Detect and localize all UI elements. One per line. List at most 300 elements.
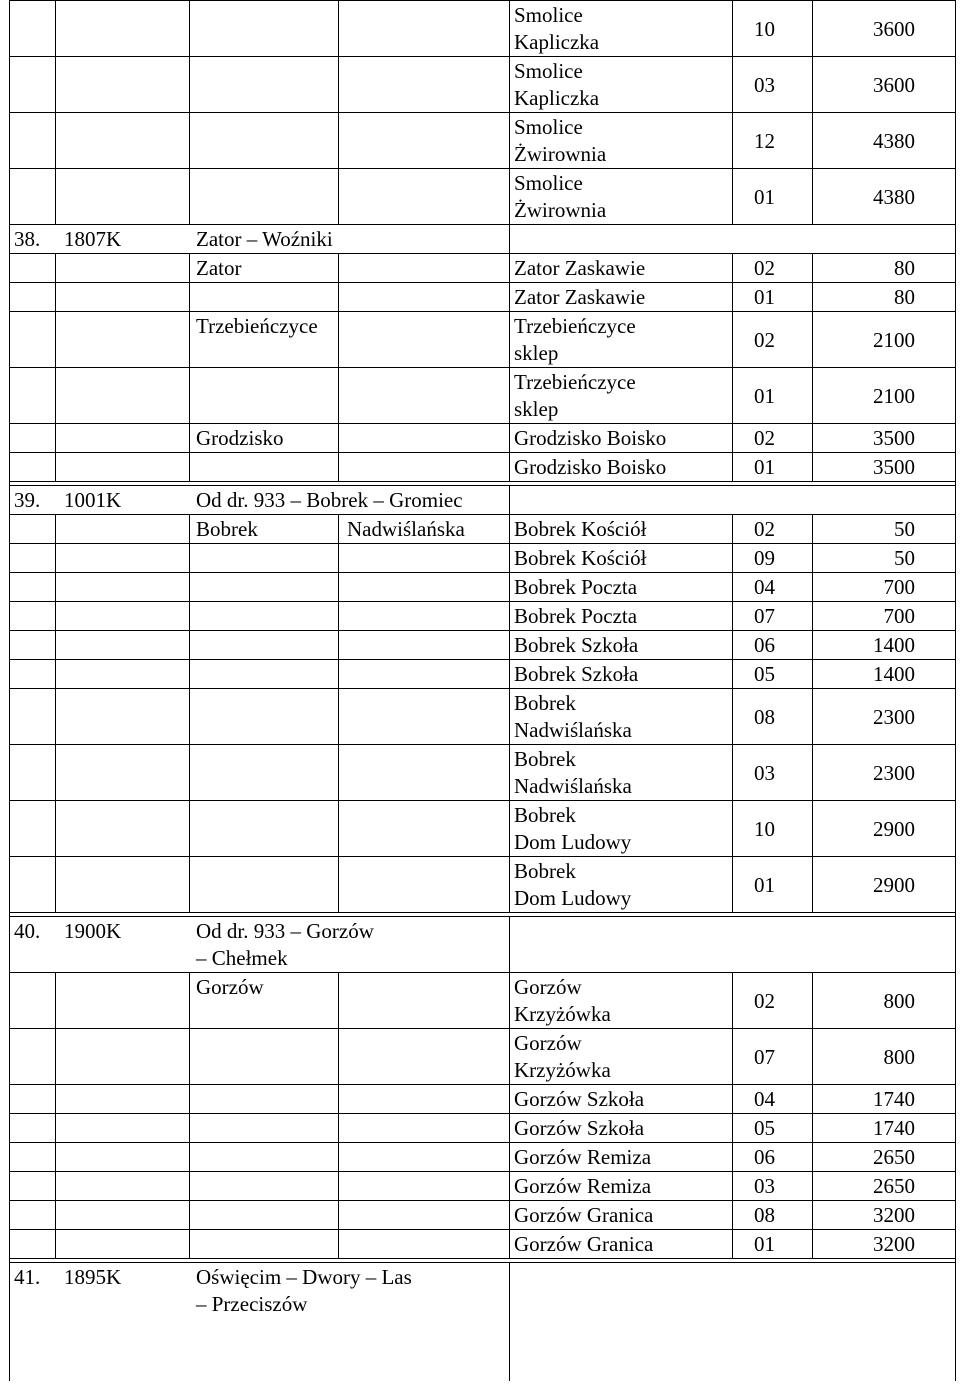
row-border bbox=[9, 423, 955, 424]
grid-line bbox=[955, 972, 956, 1028]
grid-line bbox=[55, 514, 56, 543]
stop-name: Bobrek Szkoła bbox=[514, 633, 639, 657]
grid-line bbox=[189, 1171, 190, 1200]
grid-line bbox=[509, 514, 510, 543]
row-border bbox=[9, 112, 955, 113]
grid-line bbox=[812, 56, 813, 112]
section-border bbox=[9, 916, 955, 917]
grid-line bbox=[955, 601, 956, 630]
grid-line bbox=[338, 56, 339, 112]
grid-line bbox=[9, 452, 10, 481]
stop-km: 1400 bbox=[873, 633, 915, 657]
grid-line bbox=[9, 1028, 10, 1084]
stop-name: Gorzów Szkoła bbox=[514, 1087, 645, 1111]
row-border bbox=[9, 856, 955, 857]
stop-side: 08 bbox=[754, 704, 775, 729]
row-border bbox=[9, 1142, 955, 1143]
grid-line bbox=[812, 856, 813, 912]
grid-line bbox=[189, 800, 190, 856]
grid-line bbox=[55, 112, 56, 168]
grid-line bbox=[189, 688, 190, 744]
stop-km: 3200 bbox=[873, 1232, 915, 1256]
grid-line bbox=[732, 744, 733, 800]
grid-line bbox=[812, 601, 813, 630]
grid-line bbox=[338, 543, 339, 572]
road-number: 1807K bbox=[64, 227, 122, 251]
grid-line bbox=[9, 601, 10, 630]
grid-line bbox=[189, 0, 190, 56]
stop-km: 2650 bbox=[873, 1174, 915, 1198]
stop-km: 2900 bbox=[873, 816, 915, 841]
grid-line bbox=[9, 572, 10, 601]
row-border bbox=[9, 168, 955, 169]
place-name: Zator bbox=[196, 256, 242, 280]
grid-line bbox=[732, 1028, 733, 1084]
stop-side: 02 bbox=[754, 256, 775, 280]
section-number: 40. bbox=[14, 919, 41, 943]
stop-name: Zator Zaskawie bbox=[514, 285, 646, 309]
grid-line bbox=[812, 1084, 813, 1113]
grid-line bbox=[338, 1028, 339, 1084]
grid-line bbox=[732, 1084, 733, 1113]
grid-line bbox=[189, 630, 190, 659]
grid-line bbox=[338, 856, 339, 912]
row-border bbox=[9, 481, 955, 482]
grid-line bbox=[812, 630, 813, 659]
grid-line bbox=[55, 659, 56, 688]
grid-line bbox=[55, 543, 56, 572]
row-border bbox=[9, 1171, 955, 1172]
stop-name: Gorzów Granica bbox=[514, 1203, 654, 1227]
stop-km: 700 bbox=[883, 575, 915, 599]
grid-line bbox=[955, 856, 956, 912]
grid-line bbox=[9, 1171, 10, 1200]
grid-line bbox=[338, 1171, 339, 1200]
row-border bbox=[9, 367, 955, 368]
grid-line bbox=[955, 1200, 956, 1229]
stop-name: Grodzisko Boisko bbox=[514, 426, 667, 450]
stop-side: 12 bbox=[754, 128, 775, 153]
grid-line bbox=[55, 972, 56, 1028]
grid-line bbox=[9, 311, 10, 367]
grid-line bbox=[732, 311, 733, 367]
grid-line bbox=[509, 423, 510, 452]
stop-name: sklep bbox=[514, 397, 559, 421]
stop-km: 3200 bbox=[873, 1203, 915, 1227]
grid-line bbox=[9, 688, 10, 744]
grid-line bbox=[732, 168, 733, 224]
grid-line bbox=[509, 253, 510, 282]
stop-name: Bobrek bbox=[514, 803, 576, 827]
grid-line bbox=[9, 485, 10, 514]
grid-line bbox=[509, 1142, 510, 1171]
grid-line bbox=[812, 972, 813, 1028]
grid-line bbox=[955, 543, 956, 572]
row-border bbox=[9, 1200, 955, 1201]
grid-line bbox=[55, 56, 56, 112]
stop-side: 09 bbox=[754, 546, 775, 570]
row-border bbox=[9, 452, 955, 453]
grid-line bbox=[189, 572, 190, 601]
grid-line bbox=[338, 688, 339, 744]
grid-line bbox=[955, 630, 956, 659]
grid-line bbox=[338, 1084, 339, 1113]
stop-name: Żwirownia bbox=[514, 142, 607, 166]
grid-line bbox=[509, 1113, 510, 1142]
stop-name: Bobrek bbox=[514, 691, 576, 715]
grid-line bbox=[955, 1318, 956, 1381]
grid-line bbox=[732, 601, 733, 630]
road-name: Od dr. 933 – Gorzów bbox=[196, 919, 374, 943]
stop-side: 07 bbox=[754, 604, 775, 628]
grid-line bbox=[812, 1142, 813, 1171]
grid-line bbox=[509, 56, 510, 112]
stop-name: Smolice bbox=[514, 171, 583, 195]
grid-line bbox=[732, 452, 733, 481]
grid-line bbox=[732, 514, 733, 543]
grid-line bbox=[55, 1229, 56, 1258]
stop-side: 04 bbox=[754, 1087, 775, 1111]
grid-line bbox=[955, 1171, 956, 1200]
grid-line bbox=[509, 1084, 510, 1113]
grid-line bbox=[732, 572, 733, 601]
road-number: 1001K bbox=[64, 488, 122, 512]
stop-km: 1740 bbox=[873, 1116, 915, 1140]
grid-line bbox=[189, 367, 190, 423]
grid-line bbox=[509, 688, 510, 744]
grid-line bbox=[812, 253, 813, 282]
grid-line bbox=[812, 572, 813, 601]
grid-line bbox=[189, 1200, 190, 1229]
grid-line bbox=[55, 1142, 56, 1171]
stop-km: 2100 bbox=[873, 383, 915, 408]
stop-km: 2900 bbox=[873, 872, 915, 897]
grid-line bbox=[509, 0, 510, 56]
stop-side: 04 bbox=[754, 575, 775, 599]
stop-km: 2650 bbox=[873, 1145, 915, 1169]
road-name: – Chełmek bbox=[196, 946, 288, 970]
stop-side: 01 bbox=[754, 1232, 775, 1256]
grid-line bbox=[55, 744, 56, 800]
grid-line bbox=[189, 744, 190, 800]
grid-line bbox=[955, 1142, 956, 1171]
section-number: 41. bbox=[14, 1265, 41, 1289]
grid-line bbox=[955, 572, 956, 601]
row-border bbox=[9, 572, 955, 573]
grid-line bbox=[955, 514, 956, 543]
row-border bbox=[9, 659, 955, 660]
stop-name: Trzebieńczyce bbox=[514, 314, 636, 338]
grid-line bbox=[509, 744, 510, 800]
grid-line bbox=[55, 423, 56, 452]
stop-name: Bobrek Kościół bbox=[514, 517, 647, 541]
grid-line bbox=[732, 543, 733, 572]
grid-line bbox=[189, 253, 190, 282]
grid-line bbox=[509, 1028, 510, 1084]
stop-km: 700 bbox=[883, 604, 915, 628]
grid-line bbox=[509, 916, 510, 972]
grid-line bbox=[189, 56, 190, 112]
grid-line bbox=[9, 0, 10, 224]
grid-line bbox=[55, 253, 56, 282]
grid-line bbox=[509, 543, 510, 572]
grid-line bbox=[9, 1142, 10, 1171]
stop-side: 10 bbox=[754, 16, 775, 41]
grid-line bbox=[509, 367, 510, 423]
place-name: Gorzów bbox=[196, 975, 264, 999]
grid-line bbox=[812, 282, 813, 311]
grid-line bbox=[338, 282, 339, 311]
stop-name: Dom Ludowy bbox=[514, 886, 632, 910]
stop-side: 05 bbox=[754, 1116, 775, 1140]
stop-side: 02 bbox=[754, 517, 775, 541]
row-border bbox=[9, 1258, 955, 1259]
road-name: Od dr. 933 – Bobrek – Gromiec bbox=[196, 488, 463, 512]
grid-line bbox=[509, 485, 510, 514]
grid-line bbox=[55, 452, 56, 481]
grid-line bbox=[509, 311, 510, 367]
grid-line bbox=[955, 800, 956, 856]
grid-line bbox=[9, 367, 10, 423]
grid-line bbox=[955, 485, 956, 514]
stop-km: 2300 bbox=[873, 704, 915, 729]
grid-line bbox=[189, 1028, 190, 1084]
stop-name: Krzyżówka bbox=[514, 1002, 611, 1026]
grid-line bbox=[55, 0, 56, 56]
grid-line bbox=[732, 630, 733, 659]
grid-line bbox=[732, 800, 733, 856]
grid-line bbox=[9, 972, 10, 1028]
grid-line bbox=[9, 1113, 10, 1142]
stop-km: 50 bbox=[894, 546, 915, 570]
grid-line bbox=[9, 1229, 10, 1258]
row-border bbox=[9, 1084, 955, 1085]
grid-line bbox=[955, 916, 956, 972]
stop-km: 800 bbox=[883, 988, 915, 1013]
grid-line bbox=[189, 856, 190, 912]
stop-name: Smolice bbox=[514, 3, 583, 27]
grid-line bbox=[812, 1200, 813, 1229]
grid-line bbox=[732, 112, 733, 168]
grid-line bbox=[55, 800, 56, 856]
stop-side: 01 bbox=[754, 872, 775, 897]
grid-line bbox=[955, 1028, 956, 1084]
stop-name: Bobrek Szkoła bbox=[514, 662, 639, 686]
grid-line bbox=[189, 601, 190, 630]
stop-km: 4380 bbox=[873, 128, 915, 153]
stop-name: Nadwiślańska bbox=[514, 718, 632, 742]
grid-line bbox=[55, 311, 56, 367]
stop-km: 3600 bbox=[873, 16, 915, 41]
stop-name: Dom Ludowy bbox=[514, 830, 632, 854]
grid-line bbox=[189, 311, 190, 367]
stop-side: 01 bbox=[754, 455, 775, 479]
grid-line bbox=[955, 452, 956, 481]
grid-line bbox=[732, 1142, 733, 1171]
stop-side: 06 bbox=[754, 633, 775, 657]
grid-line bbox=[812, 0, 813, 56]
grid-line bbox=[189, 168, 190, 224]
row-border bbox=[9, 1028, 955, 1029]
grid-line bbox=[812, 744, 813, 800]
grid-line bbox=[812, 367, 813, 423]
grid-line bbox=[955, 744, 956, 800]
grid-line bbox=[338, 572, 339, 601]
grid-line bbox=[812, 800, 813, 856]
grid-line bbox=[338, 514, 339, 543]
section-border bbox=[9, 485, 955, 486]
grid-line bbox=[338, 0, 339, 56]
row-border bbox=[9, 800, 955, 801]
grid-line bbox=[732, 1229, 733, 1258]
grid-line bbox=[509, 972, 510, 1028]
grid-line bbox=[9, 1318, 10, 1381]
grid-line bbox=[812, 1229, 813, 1258]
grid-line bbox=[338, 1229, 339, 1258]
stop-name: Kapliczka bbox=[514, 86, 600, 110]
grid-line bbox=[55, 282, 56, 311]
grid-line bbox=[732, 423, 733, 452]
grid-line bbox=[55, 1084, 56, 1113]
stop-name: Trzebieńczyce bbox=[514, 370, 636, 394]
row-border bbox=[9, 56, 955, 57]
grid-line bbox=[9, 916, 10, 972]
grid-line bbox=[955, 1113, 956, 1142]
stop-name: Żwirownia bbox=[514, 198, 607, 222]
section-number: 38. bbox=[14, 227, 41, 251]
grid-line bbox=[732, 659, 733, 688]
grid-line bbox=[9, 514, 10, 543]
grid-line bbox=[955, 1262, 956, 1318]
grid-line bbox=[812, 452, 813, 481]
grid-line bbox=[338, 744, 339, 800]
grid-line bbox=[509, 1171, 510, 1200]
grid-line bbox=[509, 1262, 510, 1318]
stop-side: 01 bbox=[754, 285, 775, 309]
grid-line bbox=[338, 630, 339, 659]
grid-line bbox=[955, 659, 956, 688]
grid-line bbox=[338, 253, 339, 282]
grid-line bbox=[338, 1200, 339, 1229]
grid-line bbox=[509, 112, 510, 168]
stop-name: Gorzów bbox=[514, 1031, 582, 1055]
grid-line bbox=[55, 1113, 56, 1142]
stop-name: Krzyżówka bbox=[514, 1058, 611, 1082]
grid-line bbox=[9, 1262, 10, 1318]
row-border bbox=[9, 912, 955, 913]
row-border bbox=[9, 744, 955, 745]
grid-line bbox=[732, 253, 733, 282]
grid-line bbox=[732, 1113, 733, 1142]
grid-line bbox=[189, 282, 190, 311]
grid-line bbox=[955, 1229, 956, 1258]
street-name: Nadwiślańska bbox=[347, 517, 465, 541]
stop-name: Bobrek Kościół bbox=[514, 546, 647, 570]
road-name: – Przeciszów bbox=[196, 1292, 308, 1316]
grid-line bbox=[55, 168, 56, 224]
stop-name: Gorzów bbox=[514, 975, 582, 999]
stop-km: 2300 bbox=[873, 760, 915, 785]
stop-side: 08 bbox=[754, 1203, 775, 1227]
grid-line bbox=[189, 112, 190, 168]
stop-side: 01 bbox=[754, 383, 775, 408]
grid-line bbox=[812, 423, 813, 452]
grid-line bbox=[509, 630, 510, 659]
grid-line bbox=[189, 514, 190, 543]
grid-line bbox=[189, 543, 190, 572]
stop-name: Bobrek Poczta bbox=[514, 604, 638, 628]
stop-name: Gorzów Szkoła bbox=[514, 1116, 645, 1140]
grid-line bbox=[338, 112, 339, 168]
grid-line bbox=[9, 800, 10, 856]
stop-km: 800 bbox=[883, 1044, 915, 1069]
grid-line bbox=[812, 1028, 813, 1084]
row-border bbox=[9, 972, 955, 973]
stop-name: sklep bbox=[514, 341, 559, 365]
grid-line bbox=[509, 452, 510, 481]
grid-line bbox=[509, 282, 510, 311]
grid-line bbox=[9, 423, 10, 452]
grid-line bbox=[189, 659, 190, 688]
stop-km: 3500 bbox=[873, 455, 915, 479]
row-border bbox=[9, 543, 955, 544]
grid-line bbox=[55, 1028, 56, 1084]
grid-line bbox=[338, 1113, 339, 1142]
grid-line bbox=[732, 56, 733, 112]
grid-line bbox=[509, 856, 510, 912]
grid-line bbox=[812, 543, 813, 572]
stop-side: 03 bbox=[754, 72, 775, 97]
grid-line bbox=[338, 972, 339, 1028]
stop-name: Bobrek bbox=[514, 747, 576, 771]
row-border bbox=[9, 514, 955, 515]
grid-line bbox=[812, 659, 813, 688]
place-name: Grodzisko bbox=[196, 426, 284, 450]
stop-side: 01 bbox=[754, 184, 775, 209]
stop-side: 03 bbox=[754, 760, 775, 785]
grid-line bbox=[55, 572, 56, 601]
grid-line bbox=[812, 1113, 813, 1142]
row-border bbox=[9, 253, 955, 254]
stop-side: 03 bbox=[754, 1174, 775, 1198]
stop-km: 80 bbox=[894, 285, 915, 309]
stop-side: 07 bbox=[754, 1044, 775, 1069]
row-border bbox=[9, 311, 955, 312]
grid-line bbox=[189, 1113, 190, 1142]
stop-name: Zator Zaskawie bbox=[514, 256, 646, 280]
grid-line bbox=[189, 1142, 190, 1171]
row-border bbox=[9, 630, 955, 631]
stop-km: 1740 bbox=[873, 1087, 915, 1111]
stop-name: Smolice bbox=[514, 59, 583, 83]
grid-line bbox=[955, 688, 956, 744]
stop-side: 02 bbox=[754, 327, 775, 352]
grid-line bbox=[338, 423, 339, 452]
stop-side: 10 bbox=[754, 816, 775, 841]
grid-line bbox=[338, 367, 339, 423]
grid-line bbox=[189, 1084, 190, 1113]
grid-line bbox=[338, 1142, 339, 1171]
stop-name: Nadwiślańska bbox=[514, 774, 632, 798]
grid-line bbox=[338, 800, 339, 856]
stop-km: 2100 bbox=[873, 327, 915, 352]
grid-line bbox=[189, 452, 190, 481]
grid-line bbox=[509, 168, 510, 224]
stop-km: 1400 bbox=[873, 662, 915, 686]
grid-line bbox=[509, 1229, 510, 1258]
grid-line bbox=[9, 630, 10, 659]
row-border bbox=[9, 224, 955, 225]
